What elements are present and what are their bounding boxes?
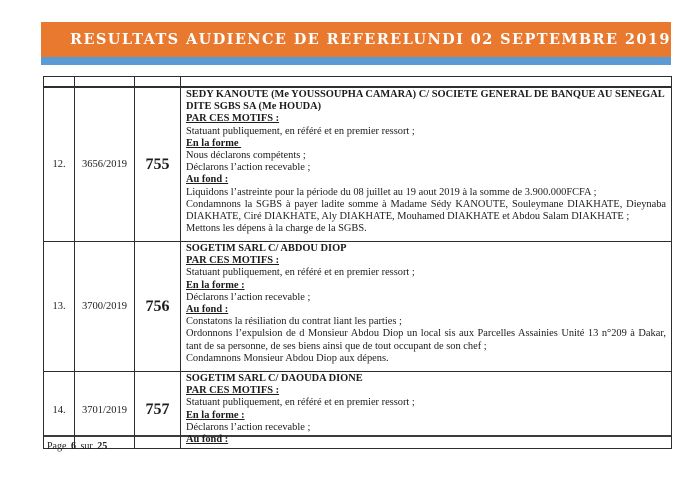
header-cell-case — [75, 77, 135, 88]
decision-line: SOGETIM SARL C/ ABDOU DIOP — [186, 243, 347, 254]
decision-line: Statuant publiquement, en référé et en premier ressort ; — [186, 397, 415, 409]
header-banner — [41, 22, 671, 57]
results-table-container — [43, 76, 672, 446]
table-row — [44, 242, 672, 372]
decision-line: Nous déclarons compétents ; — [186, 150, 306, 162]
decision-line: Déclarons l’action recevable ; — [186, 291, 311, 303]
decision-line: En la forme — [186, 137, 242, 149]
case-number: 3701/2019 — [75, 372, 135, 449]
page-title: RESULTATS AUDIENCE DE REFERE — [70, 31, 403, 48]
row-index: 13. — [44, 242, 75, 372]
table-row — [44, 372, 672, 449]
results-table — [43, 76, 672, 449]
header-cell-decision — [181, 77, 672, 88]
decision-line: Constatons la résiliation du contrat liant les parties ; — [186, 316, 402, 328]
table-row — [44, 87, 672, 242]
decision-line: PAR CES MOTIFS : — [186, 255, 280, 267]
case-number: 3700/2019 — [75, 242, 135, 372]
decision-line: Condamnons Monsieur Abdou Diop aux dépens. — [186, 352, 389, 364]
decision-line: Déclarons l’action recevable ; — [186, 421, 311, 433]
decision-line: Au fond : — [186, 434, 229, 446]
decision-text — [181, 87, 672, 242]
footer-label: Page — [47, 441, 67, 452]
decision-text — [181, 242, 672, 372]
row-index: 12. — [44, 87, 75, 242]
case-number: 3656/2019 — [75, 87, 135, 242]
page-footer — [47, 441, 109, 452]
decision-line: Statuant publiquement, en référé et en premier ressort ; — [186, 125, 415, 137]
header-cell-index — [44, 77, 75, 88]
footer-total-pages: 25 — [97, 441, 108, 452]
header-date: LUNDI 02 SEPTEMBRE 2019 — [402, 31, 671, 48]
order-number: 757 — [135, 372, 181, 449]
footer-current-page: 6 — [70, 441, 76, 452]
decision-line: PAR CES MOTIFS : — [186, 385, 280, 397]
order-number: 755 — [135, 87, 181, 242]
decision-text — [181, 372, 672, 449]
decision-line: En la forme : — [186, 409, 245, 421]
decision-line: Mettons les dépens à la charge de la SGBS. — [186, 223, 367, 235]
decision-line: Déclarons l’action recevable ; — [186, 162, 311, 174]
decision-line: Au fond : — [186, 174, 229, 186]
decision-line: Statuant publiquement, en référé et en premier ressort ; — [186, 267, 415, 279]
decision-line: En la forme : — [186, 279, 245, 291]
header-cell-order — [135, 77, 181, 88]
table-header-row — [44, 77, 672, 88]
decision-line: SEDY KANOUTE (Me YOUSSOUPHA CAMARA) C/ SOCIETE GENERAL DE BANQUE AU SENEGAL DITE SGBS SA (Me HOUDA) — [186, 89, 665, 113]
decision-line: Au fond : — [186, 304, 229, 316]
order-number: 756 — [135, 242, 181, 372]
decision-line: Ordonnons l’expulsion de d Monsieur Abdou Diop un local sis aux Parcelles Assainies Unité 13 n°209 à Dakar, tant de sa personne, de ses biens ainsi que de tout occupant de son chef ; — [186, 328, 666, 352]
decision-line: Condamnons la SGBS à payer ladite somme à Madame Sédy KANOUTE, Souleymane DIAKHATE, Dieynaba DIAKHATE, Ciré DIAKHATE, Aly DIAKHATE, Mouhamed DIAKHATE et Abdou Salam DIAKHATE ; — [186, 198, 666, 223]
footer-separator: sur — [80, 441, 93, 452]
results-table-body — [44, 77, 672, 449]
decision-line: Liquidons l’astreinte pour la période du 08 juillet au 19 aout 2019 à la somme de 3.900.000FCFA ; — [186, 186, 597, 198]
decision-line: PAR CES MOTIFS : — [186, 113, 280, 125]
row-index: 14. — [44, 372, 75, 449]
decision-line: SOGETIM SARL C/ DAOUDA DIONE — [186, 373, 363, 384]
header-accent-strip — [41, 57, 671, 65]
